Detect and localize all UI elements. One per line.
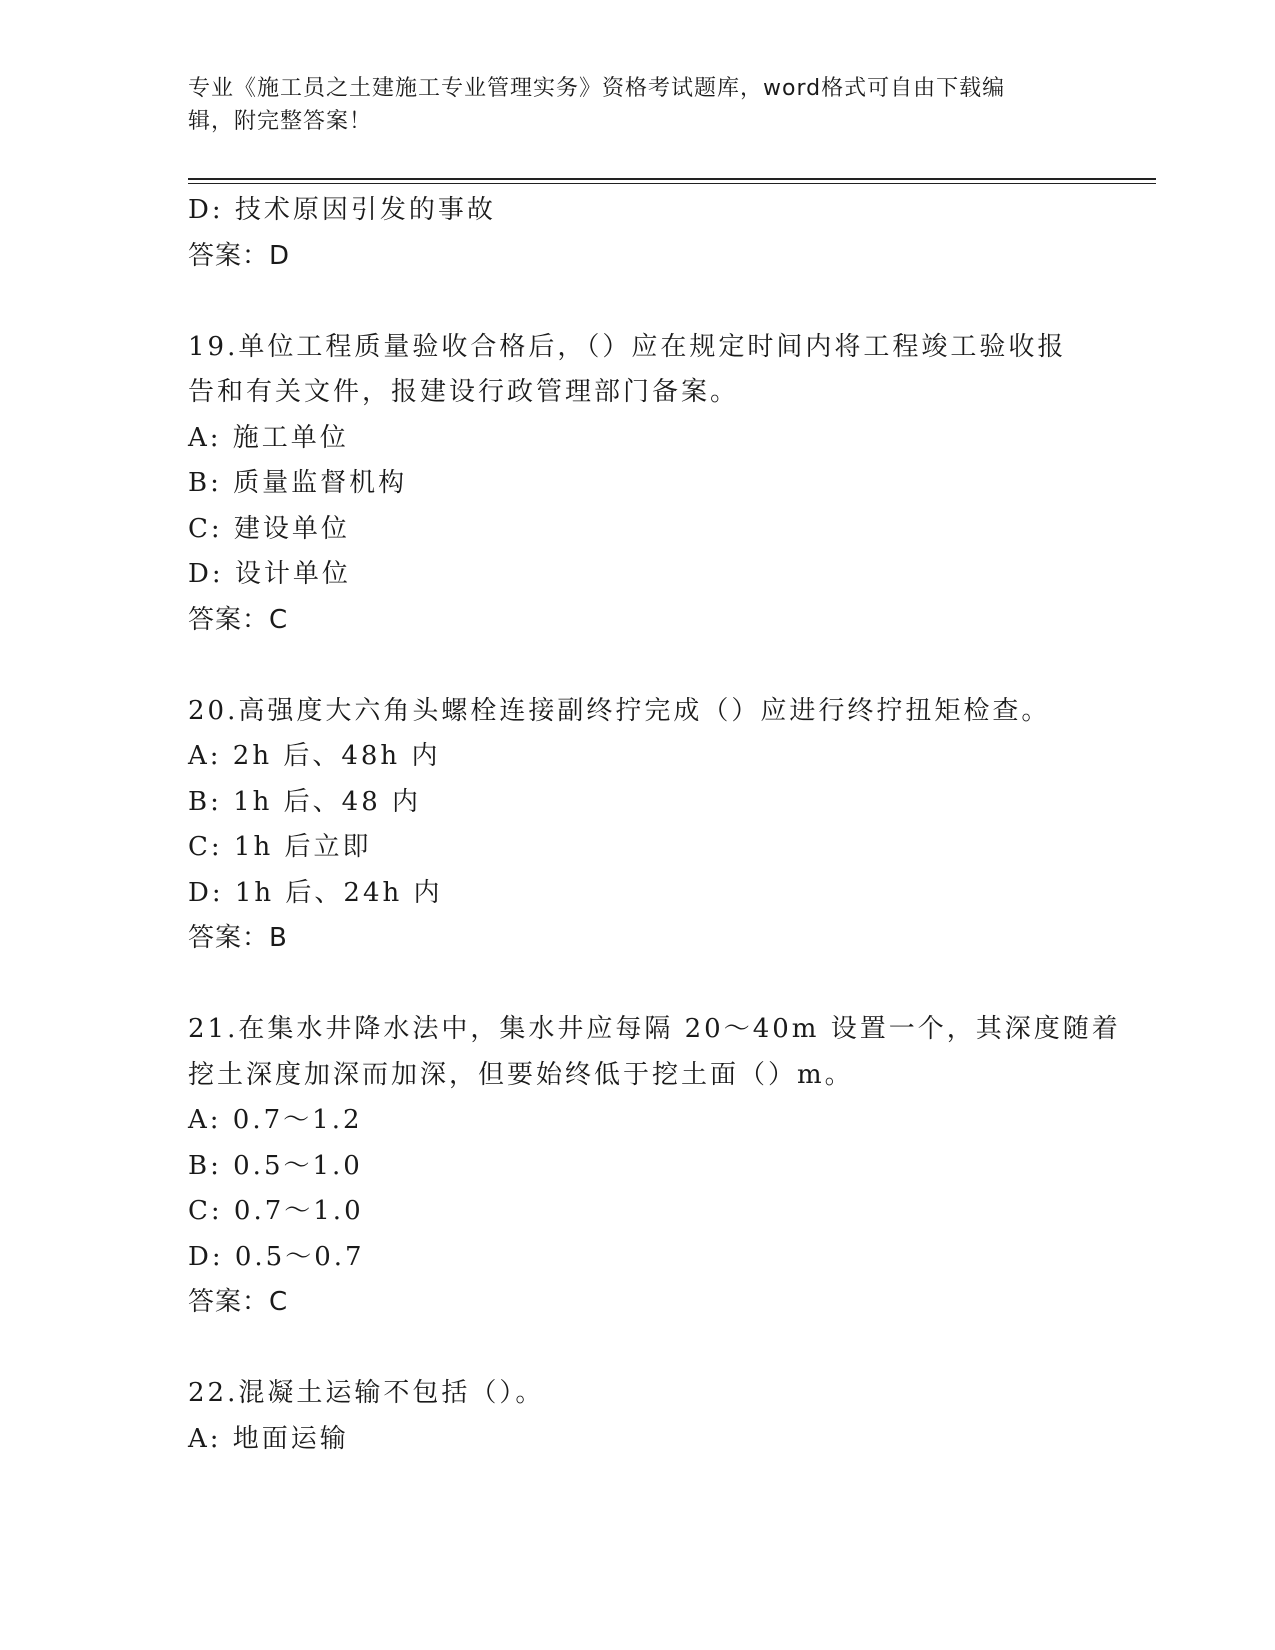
question-18	[188, 188, 1088, 279]
header-line-2: 辑，附完整答案！	[188, 109, 373, 134]
answer-line: 答案：B	[188, 923, 288, 953]
option-d: D: 1h 后、24h 内	[188, 877, 443, 908]
answer-line: 答案：D	[188, 240, 291, 271]
option-b: B: 1h 后、48 内	[188, 786, 422, 817]
option-d: D: 技术原因引发的事故	[188, 195, 496, 225]
question-stem-continued: 挖土深度加深而加深，但要始终低于挖土面（）m。	[188, 1059, 854, 1090]
option-d: D: 0.5～0.7	[188, 1241, 365, 1272]
option-b: B: 质量监督机构	[188, 468, 408, 498]
option-c: C: 1h 后立即	[188, 832, 372, 862]
question-21	[188, 1007, 1121, 1326]
question-20	[188, 689, 1088, 962]
spacer	[188, 643, 1088, 689]
document-header	[188, 72, 1068, 138]
option-c: C: 建设单位	[188, 513, 350, 544]
option-a: A: 地面运输	[188, 1423, 349, 1454]
answer-line: 答案：C	[188, 604, 289, 635]
question-stem: 20.高强度大六角头螺栓连接副终拧完成（）应进行终拧扭矩检查。	[188, 695, 1051, 726]
option-a: A: 2h 后、48h 内	[188, 741, 441, 771]
question-list	[188, 188, 1121, 1462]
option-c: C: 0.7～1.0	[188, 1196, 364, 1226]
question-22	[188, 1371, 1088, 1462]
question-19	[188, 325, 1088, 644]
option-a: A: 施工单位	[188, 422, 349, 453]
header-line-1: 专业《施工员之土建施工专业管理实务》资格考试题库，word格式可自由下载编	[188, 76, 1006, 101]
question-stem: 19.单位工程质量验收合格后，（）应在规定时间内将工程竣工验收报	[188, 331, 1067, 362]
spacer	[188, 1326, 1088, 1372]
answer-line: 答案：C	[188, 1287, 289, 1317]
question-stem: 22.混凝土运输不包括（）。	[188, 1378, 545, 1408]
question-stem: 21.在集水井降水法中，集水井应每隔 20～40m 设置一个，其深度随着	[188, 1014, 1121, 1044]
header-divider-thin	[188, 183, 1156, 184]
spacer	[188, 279, 1088, 325]
option-d: D: 设计单位	[188, 559, 351, 589]
option-b: B: 0.5～1.0	[188, 1150, 363, 1181]
header-divider-thick	[188, 178, 1156, 180]
option-a: A: 0.7～1.2	[188, 1105, 363, 1135]
question-stem-continued: 告和有关文件，报建设行政管理部门备案。	[188, 377, 740, 407]
spacer	[188, 962, 1088, 1008]
